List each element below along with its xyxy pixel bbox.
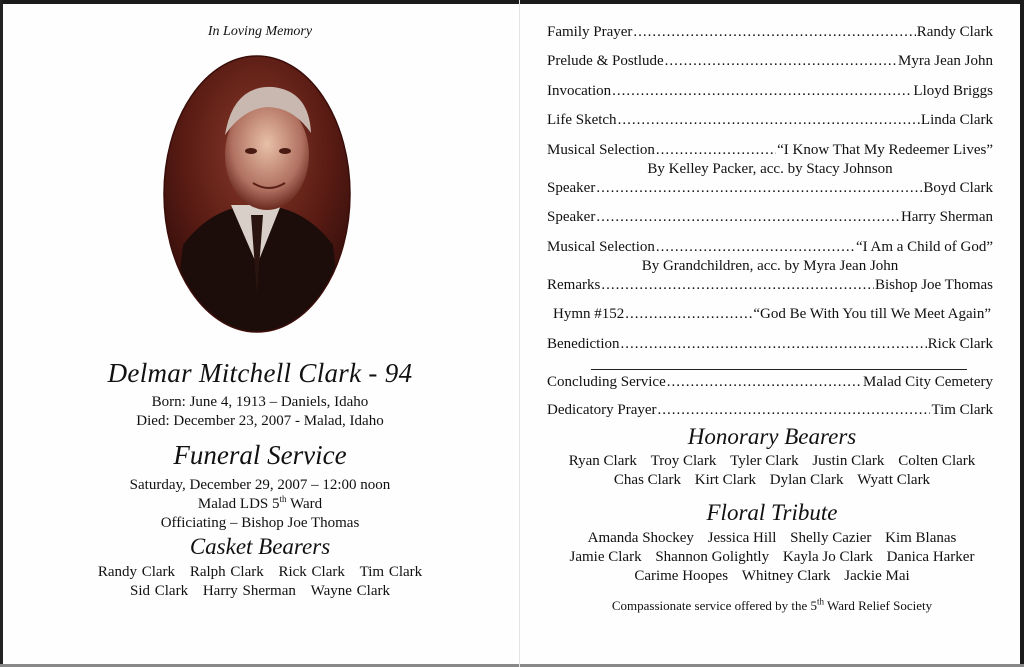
program-item: Remarks ..... Bishop Joe Thomas <box>547 277 993 297</box>
bearer-name: Colten Clark <box>898 453 976 469</box>
tribute-name: Shelly Cazier <box>790 530 872 546</box>
bearer-name: Troy Clark <box>650 453 717 469</box>
honorary-bearers-heading: Honorary Bearers <box>687 424 857 449</box>
tribute-name: Whitney Clark <box>741 568 831 584</box>
bearer-name: Dylan Clark <box>769 472 844 488</box>
divider-rule <box>591 369 967 370</box>
program-item: Invocation ..... Lloyd Briggs <box>547 83 993 103</box>
birth-line: Born: June 4, 1913 – Daniels, Idaho <box>151 394 369 410</box>
bearer-name: Tyler Clark <box>730 453 799 469</box>
closing-note: Compassionate service offered by the 5th Ward Relief Society <box>611 596 933 613</box>
service-location: Malad LDS 5th Ward <box>197 494 323 512</box>
tribute-name: Danica Harker <box>886 549 975 565</box>
program-item: Speaker ..... Boyd Clark <box>547 180 993 200</box>
program-item: Family Prayer ..... Randy Clark <box>547 24 993 44</box>
officiating-line: Officiating – Bishop Joe Thomas <box>160 515 360 531</box>
deceased-name: Delmar Mitchell Clark - 94 <box>107 358 413 388</box>
bearer-name: Randy Clark <box>97 564 176 580</box>
tribute-name: Jessica Hill <box>707 530 777 546</box>
tribute-name: Jackie Mai <box>844 568 910 584</box>
bearer-name: Kirt Clark <box>694 472 756 488</box>
bearer-name: Rick Clark <box>278 564 345 580</box>
tribute-name: Jamie Clark <box>569 549 642 565</box>
service-date: Saturday, December 29, 2007 – 12:00 noon <box>129 477 391 493</box>
tribute-name: Kim Blanas <box>885 530 957 546</box>
casket-bearers-row <box>0 564 520 581</box>
memory-heading: In Loving Memory <box>207 24 313 39</box>
program-item: Hymn #152 ..... “God Be With You till We Meet Again” <box>553 306 991 326</box>
tribute-name: Kayla Jo Clark <box>782 549 873 565</box>
concluding-item: Concluding Service ..... Malad City Cemetery <box>547 374 993 394</box>
floral-tribute-row <box>520 568 1024 585</box>
death-line: Died: December 23, 2007 - Malad, Idaho <box>136 413 384 429</box>
program-note: By Grandchildren, acc. by Myra Jean John <box>641 258 899 274</box>
floral-tribute-heading: Floral Tribute <box>706 500 838 525</box>
program-item: Musical Selection ..... “I Am a Child of God” <box>547 239 993 259</box>
bearer-name: Harry Sherman <box>202 583 296 599</box>
bearer-name: Ryan Clark <box>568 453 637 469</box>
tribute-name: Carime Hoopes <box>634 568 729 584</box>
program-item: Prelude & Postlude ..... Myra Jean John <box>547 53 993 73</box>
bearer-name: Sid Clark <box>129 583 189 599</box>
honorary-bearers-row <box>520 453 1024 470</box>
bearer-name: Wyatt Clark <box>857 472 931 488</box>
program-item: Life Sketch ..... Linda Clark <box>547 112 993 132</box>
scan-edge-right <box>1020 0 1024 667</box>
program-item: Musical Selection ..... “I Know That My Redeemer Lives” <box>547 142 993 162</box>
casket-bearers-heading: Casket Bearers <box>189 534 331 559</box>
floral-tribute-row <box>520 530 1024 547</box>
bearer-name: Tim Clark <box>359 564 423 580</box>
portrait-photo <box>163 55 351 333</box>
bearer-name: Chas Clark <box>613 472 681 488</box>
casket-bearers-row <box>0 583 520 600</box>
bearer-name: Wayne Clark <box>310 583 390 599</box>
program-note: By Kelley Packer, acc. by Stacy Johnson <box>647 161 893 177</box>
floral-tribute-row <box>520 549 1024 566</box>
program-item: Speaker ..... Harry Sherman <box>547 209 993 229</box>
tribute-name: Amanda Shockey <box>587 530 694 546</box>
concluding-item: Dedicatory Prayer ..... Tim Clark <box>547 402 993 422</box>
bearer-name: Justin Clark <box>812 453 885 469</box>
tribute-name: Shannon Golightly <box>655 549 770 565</box>
honorary-bearers-row <box>520 472 1024 489</box>
bearer-name: Ralph Clark <box>189 564 264 580</box>
funeral-service-heading: Funeral Service <box>173 440 347 470</box>
program-item: Benediction ..... Rick Clark <box>547 336 993 356</box>
